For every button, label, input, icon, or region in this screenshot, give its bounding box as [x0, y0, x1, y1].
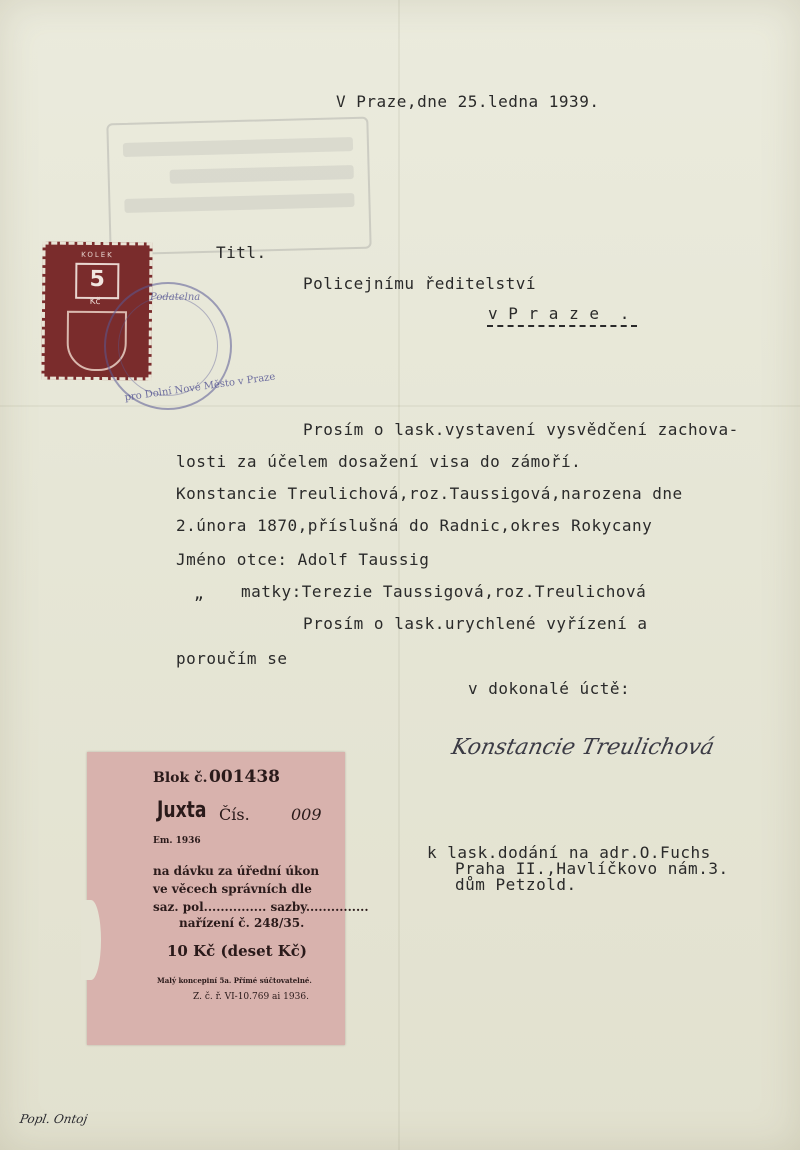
ticket-blok-number: 001438	[209, 767, 280, 787]
recipient-underline	[487, 325, 637, 327]
fold-line-horizontal	[0, 405, 800, 407]
ticket-tear	[81, 900, 101, 980]
salutation: Titl.	[216, 243, 267, 262]
round-office-stamp	[104, 282, 276, 410]
fee-ticket	[87, 752, 369, 1045]
delivery-line-3: dům Petzold.	[455, 875, 577, 894]
body-line-1: Prosím o lask.vystavení vysvědčení zachova-	[303, 420, 739, 439]
date-line: V Praze,dne 25.ledna 1939.	[336, 92, 600, 111]
ticket-footer-1: Malý koncepiní 5a. Přímé súčtovatelné.	[157, 976, 312, 985]
revenue-stamp-value: 5	[75, 263, 119, 299]
closing-line: v dokonalé úctě:	[468, 679, 631, 698]
faded-registry-stamp	[106, 117, 371, 256]
ticket-line-1: na dávku za úřední úkon	[153, 864, 320, 878]
delivery-line-1: k lask.dodání na adr.O.Fuchs	[427, 843, 711, 862]
body-line-6: matky:Terezie Taussigová,roz.Treulichová	[241, 582, 647, 601]
recipient-line-1: Policejnímu ředitelství	[303, 274, 537, 293]
ticket-blok-label: Blok č.	[153, 770, 208, 786]
fold-line-vertical	[398, 0, 400, 1150]
body-line-5: Jméno otce: Adolf Taussig	[176, 550, 430, 569]
ticket-amount: 10 Kč (deset Kč)	[167, 942, 308, 960]
ticket-cis-number: 009	[291, 805, 322, 824]
bottom-handwritten-note: Popl. Ontoj	[18, 1112, 89, 1126]
ticket-emission: Em. 1936	[153, 836, 201, 846]
revenue-stamp-top-text: KOLEK	[81, 250, 114, 260]
body-line-7: Prosím o lask.urychlené vyřízení a	[303, 614, 648, 633]
revenue-stamp-currency: Kč	[89, 296, 101, 308]
body-line-4: 2.února 1870,příslušná do Radnic,okres Rokycany	[176, 516, 653, 535]
ticket-line-4: nařízení č. 248/35.	[179, 916, 305, 930]
ticket-brand: Juxta	[157, 798, 207, 823]
recipient-line-2: v P r a z e .	[488, 304, 630, 323]
delivery-line-2: Praha II.,Havlíčkovo nám.3.	[455, 859, 729, 878]
body-line-2: losti za účelem dosažení visa do zámoří.	[176, 452, 582, 471]
ticket-cis-label: Čís.	[219, 805, 250, 824]
body-line-3: Konstancie Treulichová,roz.Taussigová,narozena dne	[176, 484, 683, 503]
round-stamp-text-bottom: pro Dolní Nové Město v Praze	[123, 371, 276, 404]
body-line-8: poroučím se	[176, 649, 288, 668]
ticket-footer-2: Z. č. ř. VI-10.769 ai 1936.	[193, 992, 309, 1002]
ticket-line-3: saz. pol............... sazby...............	[153, 900, 369, 914]
ditto-mark: „	[194, 584, 205, 603]
handwritten-signature: Konstancie Treulichová	[449, 735, 717, 760]
round-stamp-text-top: Podatelna	[150, 292, 201, 303]
ticket-line-2: ve věcech správních dle	[153, 882, 312, 896]
